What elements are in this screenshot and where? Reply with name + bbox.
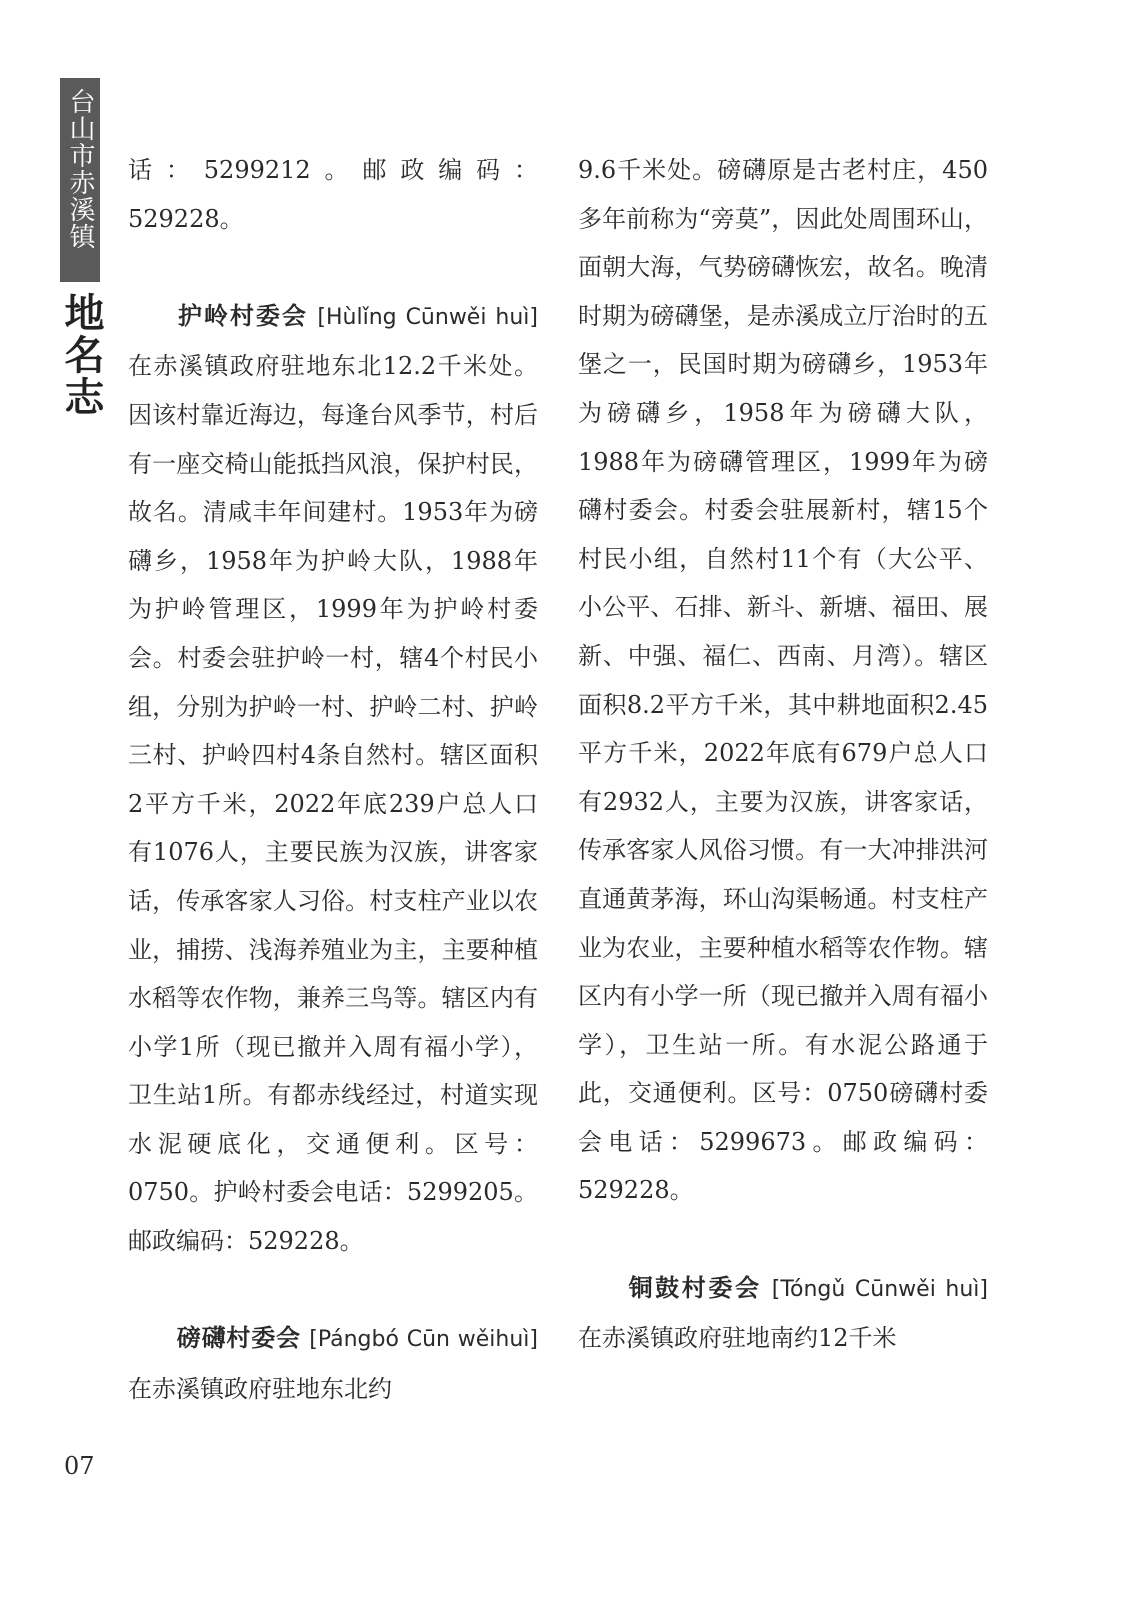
text-column-right [578, 146, 988, 1363]
entry-title-huling: 护岭村委会 [176, 300, 308, 330]
page-number: 07 [64, 1452, 95, 1480]
sidebar-region-title: 台山市赤溪镇 [65, 88, 95, 250]
entry-tonggu [578, 1264, 988, 1363]
sidebar-region-box [60, 78, 100, 282]
paragraph-pangbo-continued: 9.6千米处。磅礴原是古老村庄，450多年前称为“旁莫”，因此处周围环山，面朝大海，气势磅礴恢宏，故名。晚清时期为磅礴堡，是赤溪成立厅治时的五堡之一，民国时期为磅礴乡，1953年为磅礴乡，1958年为磅礴大队，1988年为磅礴管理区，1999年为磅礴村委会。村委会驻展新村，辖15个村民小组，自然村11个有（大公平、小公平、石排、新斗、新塘、福田、展新、中强、福仁、西南、月湾）。辖区面积8.2平方千米，其中耕地面积2.45平方千米，2022年底有679户总人口有2932人，主要为汉族，讲客家话，传承客家人风俗习惯。有一大冲排洪河直通黄茅海，环山沟渠畅通。村支柱产业为农业，主要种植水稻等农作物。辖区内有小学一所（现已撤并入周有福小学），卫生站一所。有水泥公路通于此，交通便利。区号：0750磅礴村委会电话：5299673。邮政编码：529228。 [578, 156, 988, 1205]
entry-body-huling: 在赤溪镇政府驻地东北12.2千米处。因该村靠近海边，每逢台风季节，村后有一座交椅山能抵挡风浪，保护村民，故名。清咸丰年间建村。1953年为磅礴乡，1958年为护岭大队，1988年为护岭管理区，1999年为护岭村委会。村委会驻护岭一村，辖4个村民小组，分别为护岭一村、护岭二村、护岭三村、护岭四村4条自然村。辖区面积2平方千米，2022年底239户总人口有1076人，主要民族为汉族，讲客家话，传承客家人习俗。村支柱产业以农业，捕捞、浅海养殖业为主，主要种植水稻等农作物，兼养三鸟等。辖区内有小学1所（现已撤并入周有福小学），卫生站1所。有都赤线经过，村道实现水泥硬底化，交通便利。区号：0750。护岭村委会电话：5299205。邮政编码：529228。 [128, 352, 538, 1256]
entry-pinyin-pangbo: [Pángbó Cūn wěihuì] [309, 1327, 538, 1353]
entry-pinyin-tonggu: [Tóngǔ Cūnwěi huì] [771, 1276, 988, 1302]
entry-body-pangbo: 在赤溪镇政府驻地东北约 [128, 1374, 392, 1403]
paragraph-continued: 话：5299212。邮政编码：529228。 [128, 156, 538, 233]
text-column-left [128, 146, 538, 1413]
entry-title-pangbo: 磅礴村委会 [176, 1323, 301, 1353]
entry-pinyin-huling: [Hùlǐng Cūnwěi huì] [317, 304, 538, 330]
entry-huling [128, 292, 538, 1266]
sidebar-book-title: 地名志 [58, 292, 104, 418]
entry-body-tonggu: 在赤溪镇政府驻地南约12千米 [578, 1324, 897, 1353]
entry-title-tonggu: 铜鼓村委会 [626, 1272, 762, 1302]
entry-pangbo [128, 1314, 538, 1413]
